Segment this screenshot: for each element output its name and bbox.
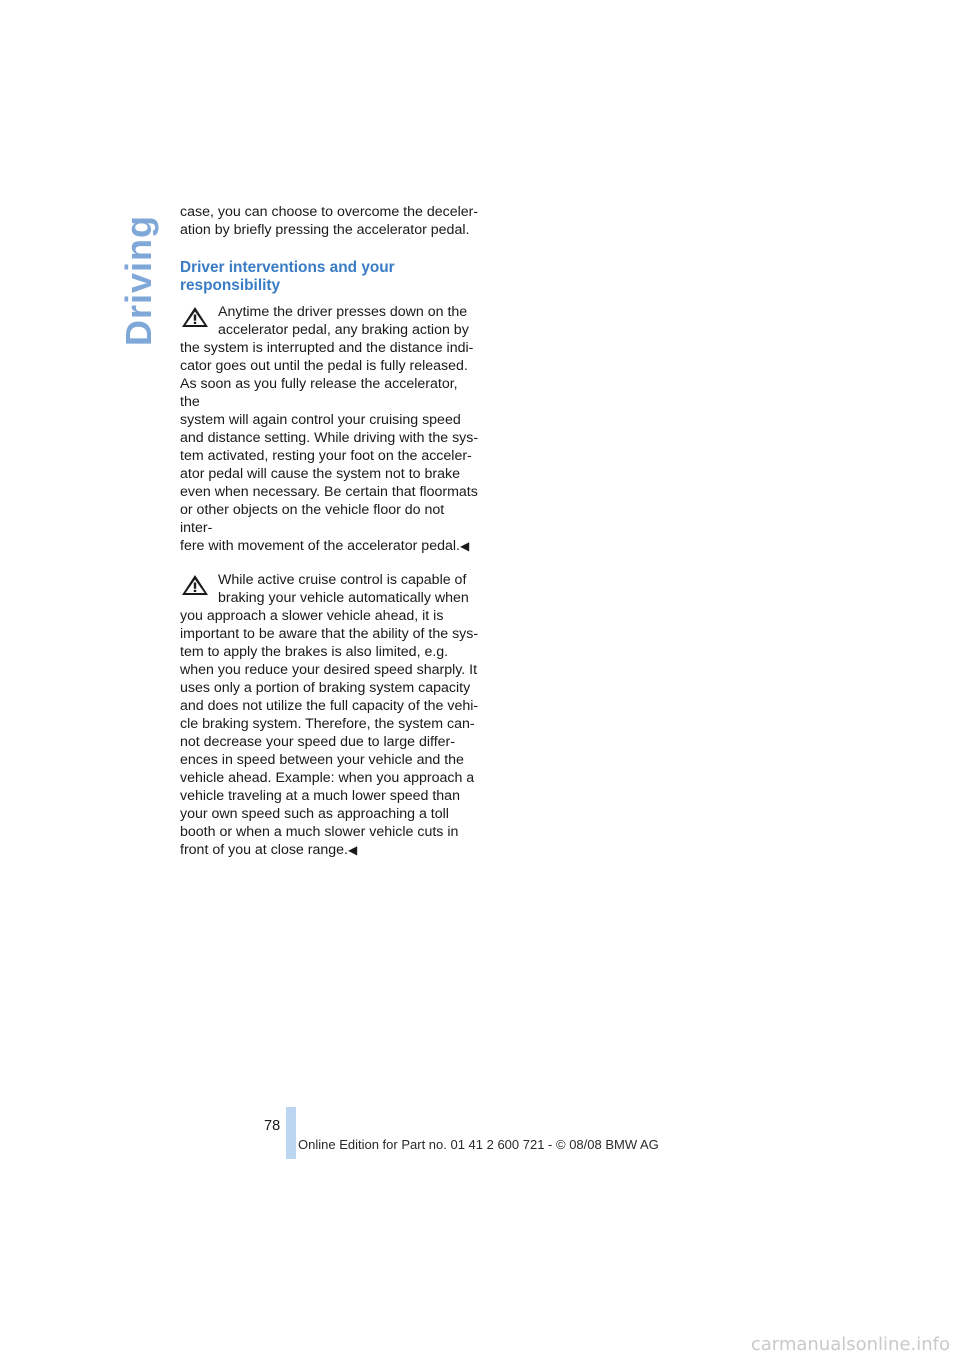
main-column	[180, 203, 480, 859]
warning-triangle-icon	[180, 573, 210, 597]
edition-notice: Online Edition for Part no. 01 41 2 600 721 - © 08/08 BMW AG	[298, 1137, 659, 1152]
footer-accent-bar	[286, 1107, 296, 1159]
intro-paragraph: case, you can choose to overcome the deceler- ation by briefly pressing the accelerator pedal.	[180, 204, 479, 238]
warning-block-2	[180, 571, 480, 859]
page-number: 78	[264, 1118, 281, 1134]
warning-text-2: While active cruise control is capable of braking your vehicle automatically when you approach a slower vehicle ahead, it is important to be aware that the ability of the sys- tem to apply the brakes is also limited, e.g. when you reduce your desired speed sharply. It uses only a portion of braking system capacity and does not utilize the full capacity of the vehi- cle braking system. Therefore, the system can- not decrease your speed due to large differ- ences in speed between your vehicle and the vehicle ahead. Example: when you approach a vehicle traveling at a much lower speed than your own speed such as approaching a toll booth or when a much slower vehicle cuts in front of you at close range.◀	[180, 572, 479, 858]
warning-text-1: Anytime the driver presses down on the accelerator pedal, any braking action by the system is interrupted and the distance indi- cator goes out until the pedal is fully released. As soon as you fully release the accelerator, the system will again control your cruising speed and distance setting. While driving with the sys- tem activated, resting your foot on the acceler- ator pedal will cause the system not to brake even when necessary. Be certain that floormats or other objects on the vehicle floor do not inter- fere with movement of the accelerator pedal.◀	[180, 304, 479, 554]
warning-triangle-icon	[180, 305, 210, 329]
watermark: carmanualsonline.info	[750, 1334, 950, 1355]
end-mark-icon: ◀	[348, 843, 358, 857]
chapter-side-tab	[118, 214, 160, 346]
warning-block-1	[180, 303, 480, 555]
end-mark-icon: ◀	[459, 539, 470, 553]
section-heading: Driver interventions and your responsibility	[180, 259, 395, 294]
chapter-title: Driving	[118, 214, 159, 346]
